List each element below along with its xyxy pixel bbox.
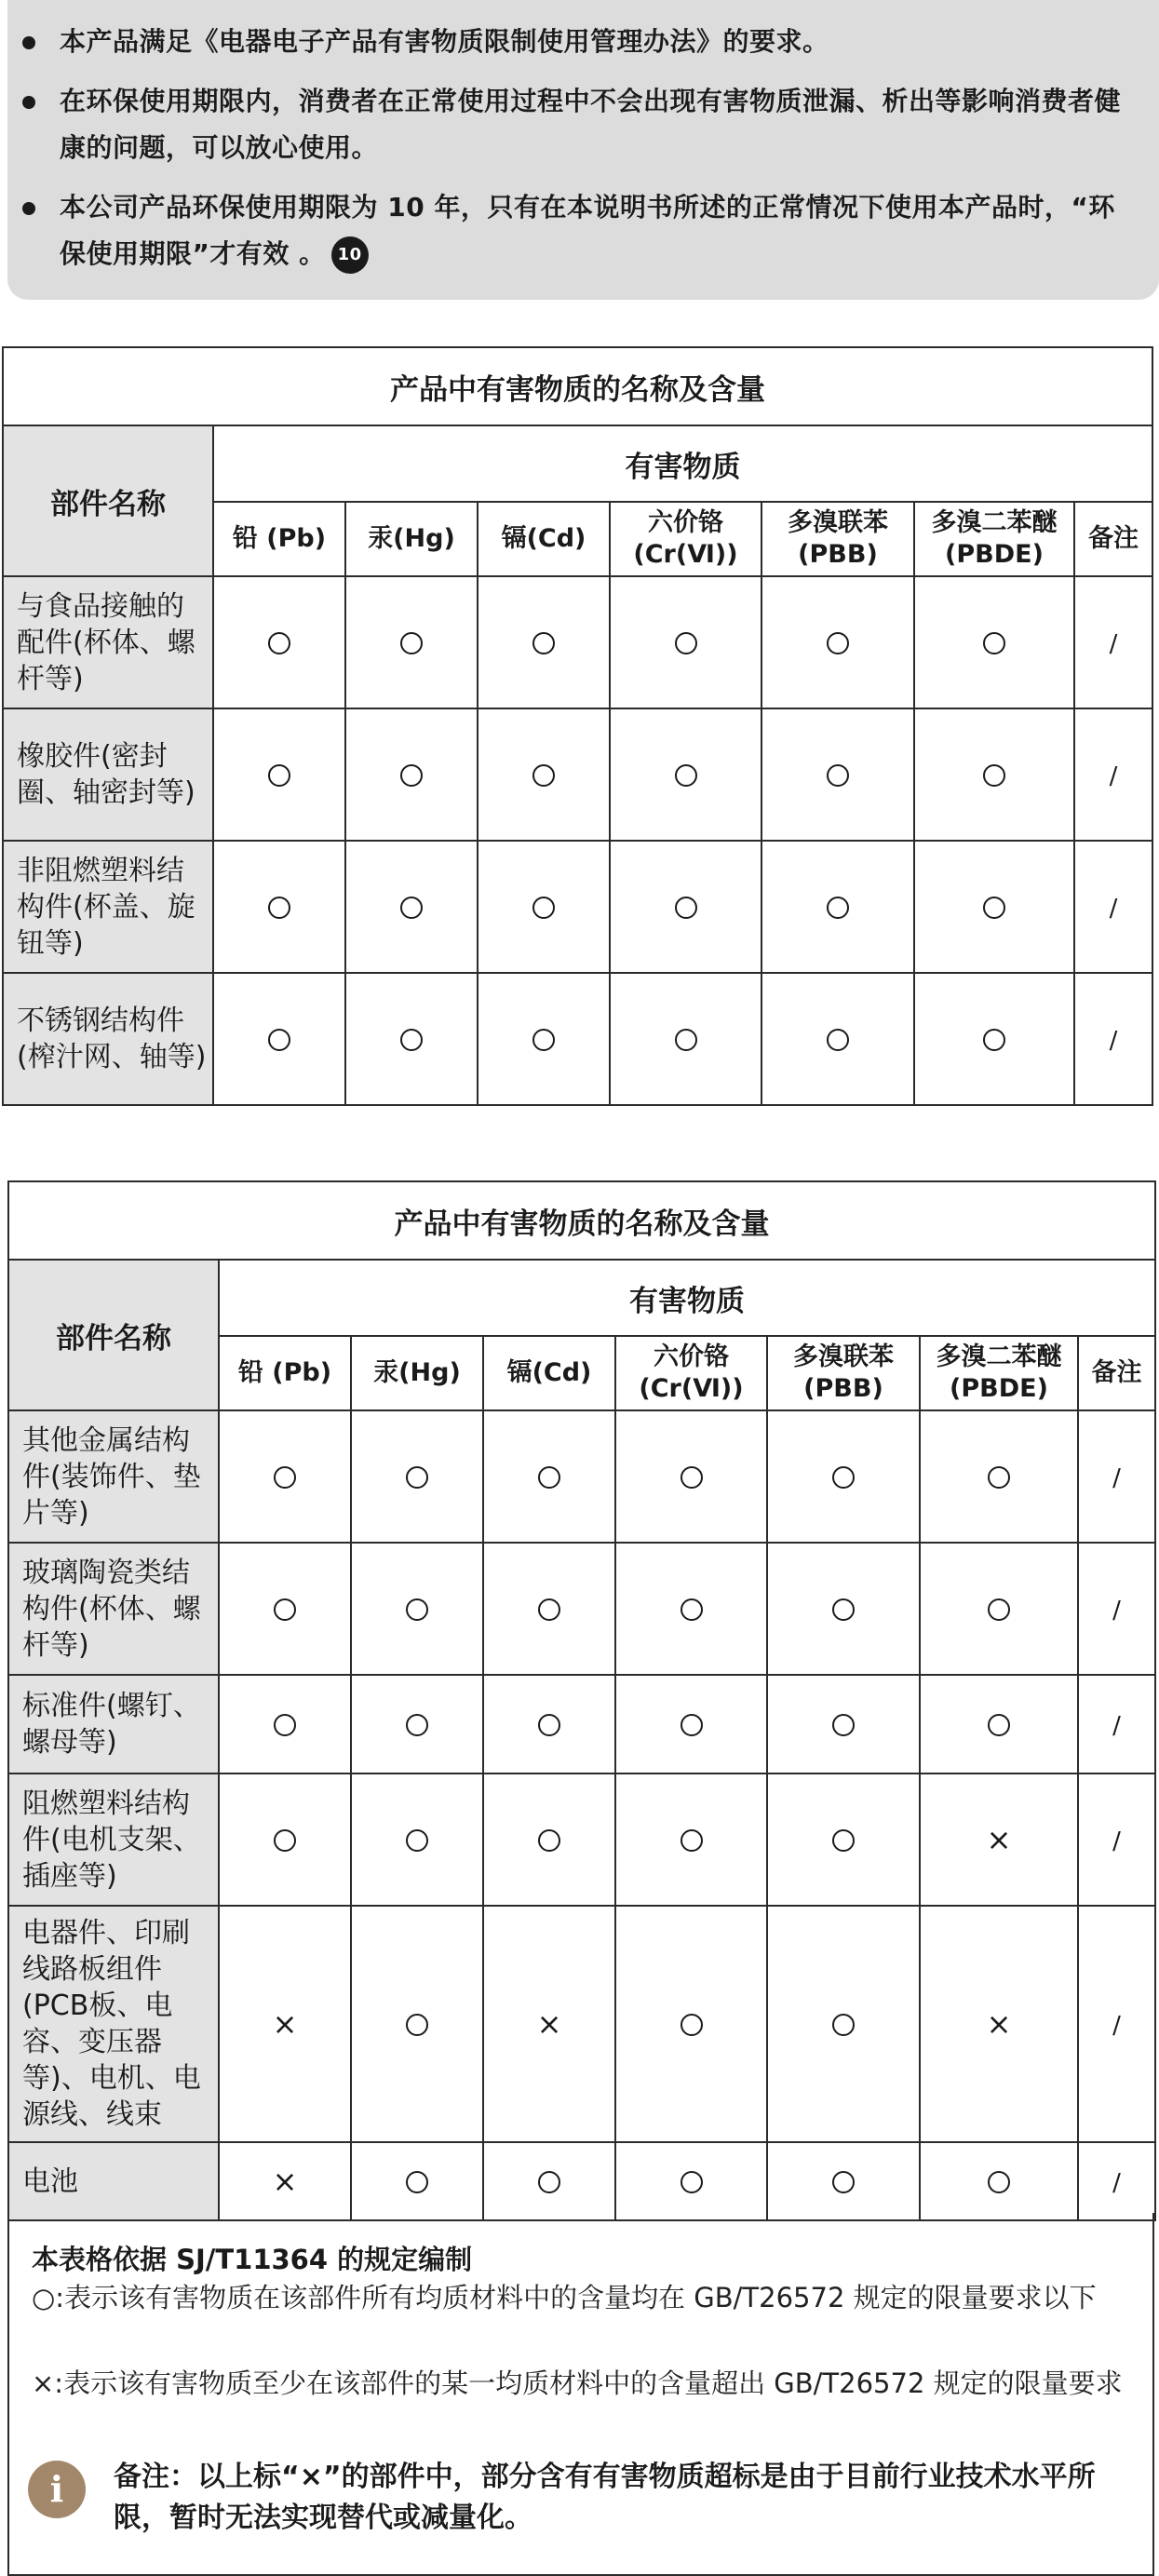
- compliant-circle-mark: [406, 1598, 428, 1621]
- column-header-sublabel: (Cr(Ⅵ)): [639, 1374, 744, 1403]
- compliant-circle-mark: [832, 2171, 855, 2193]
- remark-value: /: [1112, 1827, 1121, 1855]
- hazardous-substances-table-2: [7, 1180, 1156, 2221]
- substance-cell: [767, 1675, 920, 1774]
- compliant-circle-mark: [988, 1714, 1010, 1736]
- column-header: [615, 1336, 767, 1410]
- column-header-label: 镉(Cd): [501, 524, 586, 553]
- hazardous-substance-header: 有害物质: [213, 425, 1152, 502]
- substance-cell: [615, 1906, 767, 2142]
- compliant-circle-mark: [983, 897, 1005, 919]
- part-name-cell: 玻璃陶瓷类结构件(杯体、螺杆等): [8, 1543, 219, 1675]
- substance-cell: [483, 1774, 615, 1906]
- column-header: [478, 502, 610, 576]
- substance-cell: [610, 708, 761, 841]
- column-header: [610, 502, 761, 576]
- compliant-circle-mark: [675, 632, 697, 654]
- substance-cell: [483, 1675, 615, 1774]
- substance-cell: [767, 1543, 920, 1675]
- substance-cell: [1074, 708, 1152, 841]
- compliant-circle-mark: [274, 1466, 296, 1489]
- remark-value: /: [1112, 1463, 1121, 1492]
- substance-cell: [1078, 1906, 1155, 2142]
- note-text: [60, 184, 1131, 277]
- info-icon: i: [28, 2461, 86, 2518]
- column-header-label: 镉(Cd): [506, 1358, 592, 1387]
- compliant-circle-mark: [827, 632, 849, 654]
- column-header-label: 多溴联苯: [788, 508, 888, 537]
- compliant-circle-mark: [406, 2014, 428, 2036]
- substance-cell: [615, 2142, 767, 2220]
- part-name-cell: 阻燃塑料结构件(电机支架、插座等): [8, 1774, 219, 1906]
- substance-cell: [345, 576, 478, 708]
- exceeds-cross-mark: ×: [986, 1822, 1012, 1857]
- compliant-circle-mark: [827, 897, 849, 919]
- compliant-circle-mark: [538, 1714, 560, 1736]
- legend-cross-meaning: ×:表示该有害物质至少在该部件的某一均质材料中的含量超出 GB/T26572 规定的限量要求: [32, 2367, 1123, 2399]
- part-name-cell: 电池: [8, 2142, 219, 2220]
- substance-cell: [219, 1410, 351, 1543]
- environmental-protection-period-icon: 10: [331, 236, 369, 274]
- substance-cell: [920, 1543, 1078, 1675]
- column-header: [351, 1336, 483, 1410]
- substance-cell: [483, 1410, 615, 1543]
- note-item: [7, 184, 1131, 281]
- table-row: [8, 1543, 1155, 1675]
- column-header: [213, 502, 345, 576]
- compliant-circle-mark: [832, 2014, 855, 2036]
- column-header: [219, 1336, 351, 1410]
- compliant-circle-mark: [681, 2014, 703, 2036]
- compliant-circle-mark: [675, 764, 697, 787]
- part-name-cell: 橡胶件(密封圈、轴密封等): [3, 708, 213, 841]
- remark-value: /: [1112, 2011, 1121, 2040]
- table-row: [8, 1906, 1155, 2142]
- substance-cell: [920, 1675, 1078, 1774]
- substance-cell: [610, 973, 761, 1105]
- standard-basis-title: 本表格依据 SJ/T11364 的规定编制: [32, 2244, 473, 2275]
- compliant-circle-mark: [832, 1466, 855, 1489]
- compliant-circle-mark: [988, 1598, 1010, 1621]
- substance-cell: [219, 1543, 351, 1675]
- remark-value: /: [1112, 1596, 1121, 1625]
- table-title: 产品中有害物质的名称及含量: [8, 1181, 1155, 1260]
- remark-value: /: [1109, 762, 1118, 790]
- compliant-circle-mark: [268, 1029, 290, 1051]
- column-header-sublabel: (PBDE): [945, 540, 1044, 569]
- compliant-circle-mark: [532, 764, 555, 787]
- part-name-cell: 与食品接触的配件(杯体、螺杆等): [3, 576, 213, 708]
- remark-value: /: [1109, 1026, 1118, 1055]
- compliant-circle-mark: [538, 1829, 560, 1852]
- legend-section: [7, 2213, 1154, 2576]
- substance-cell: [345, 841, 478, 973]
- exceeds-cross-mark: ×: [272, 2164, 298, 2199]
- substance-cell: [345, 708, 478, 841]
- substance-cell: [920, 1410, 1078, 1543]
- column-header-label: 多溴二苯醚: [931, 508, 1058, 537]
- substance-cell: [351, 1774, 483, 1906]
- substance-cell: [213, 973, 345, 1105]
- hazardous-substance-header: 有害物质: [219, 1260, 1155, 1336]
- table-row: [8, 1675, 1155, 1774]
- substance-cell: [351, 2142, 483, 2220]
- compliant-circle-mark: [983, 1029, 1005, 1051]
- compliant-circle-mark: [983, 764, 1005, 787]
- substance-cell: [767, 1906, 920, 2142]
- column-header: [345, 502, 478, 576]
- column-header: [1078, 1336, 1155, 1410]
- substance-cell: [219, 1906, 351, 2142]
- compliant-circle-mark: [268, 764, 290, 787]
- table-title: 产品中有害物质的名称及含量: [3, 347, 1152, 425]
- substance-cell: [483, 1906, 615, 2142]
- compliant-circle-mark: [274, 1598, 296, 1621]
- substance-cell: [767, 1410, 920, 1543]
- compliant-circle-mark: [532, 1029, 555, 1051]
- column-header: [767, 1336, 920, 1410]
- compliant-circle-mark: [832, 1598, 855, 1621]
- compliant-circle-mark: [681, 2171, 703, 2193]
- bullet-icon: [22, 36, 35, 49]
- column-header: [920, 1336, 1078, 1410]
- column-header-label: 铅 (Pb): [232, 524, 327, 553]
- substance-cell: [478, 708, 610, 841]
- substance-cell: [351, 1410, 483, 1543]
- column-header-label: 多溴二苯醚: [936, 1342, 1062, 1371]
- column-header-label: 六价铬: [648, 508, 723, 537]
- remark-value: /: [1112, 2168, 1121, 2197]
- hazardous-substances-table-1: [2, 346, 1153, 1106]
- substance-cell: [1078, 1774, 1155, 1906]
- substance-cell: [1074, 841, 1152, 973]
- column-header-label: 汞(Hg): [373, 1358, 461, 1387]
- compliant-circle-mark: [675, 897, 697, 919]
- substance-cell: [219, 1675, 351, 1774]
- substance-cell: [920, 2142, 1078, 2220]
- exceeds-cross-mark: ×: [536, 2006, 562, 2042]
- column-header-label: 铅 (Pb): [237, 1358, 332, 1387]
- substance-cell: [213, 841, 345, 973]
- column-header-label: 备注: [1088, 524, 1139, 553]
- column-header: [1074, 502, 1152, 576]
- exceeds-cross-mark: ×: [986, 2006, 1012, 2042]
- compliant-circle-mark: [400, 632, 423, 654]
- note-item: [7, 78, 1131, 175]
- column-header-sublabel: (PBB): [798, 540, 878, 569]
- compliant-circle-mark: [681, 1829, 703, 1852]
- note-text-body: 本公司产品环保使用期限为 10 年，只有在本说明书所述的正常情况下使用本产品时，“环保使用期限”才有效 。: [60, 192, 1115, 269]
- substance-cell: [914, 708, 1074, 841]
- part-name-cell: 电器件、印刷线路板组件(PCB板、电容、变压器等)、电机、电源线、线束: [8, 1906, 219, 2142]
- note-item: [7, 19, 1131, 67]
- compliant-circle-mark: [675, 1029, 697, 1051]
- substance-cell: [1078, 2142, 1155, 2220]
- substance-cell: [1074, 973, 1152, 1105]
- compliant-circle-mark: [538, 1598, 560, 1621]
- substance-cell: [914, 841, 1074, 973]
- table-row: [3, 708, 1152, 841]
- column-header-label: 备注: [1091, 1358, 1142, 1387]
- compliant-circle-mark: [406, 1466, 428, 1489]
- compliant-circle-mark: [274, 1714, 296, 1736]
- compliant-circle-mark: [681, 1598, 703, 1621]
- substance-cell: [1078, 1410, 1155, 1543]
- column-header-sublabel: (Cr(Ⅵ)): [633, 540, 738, 569]
- bullet-icon: [22, 96, 35, 109]
- column-header: [914, 502, 1074, 576]
- substance-cell: [1074, 576, 1152, 708]
- compliant-circle-mark: [681, 1466, 703, 1489]
- part-name-header: 部件名称: [8, 1260, 219, 1410]
- substance-cell: [483, 2142, 615, 2220]
- column-header: [483, 1336, 615, 1410]
- remark-value: /: [1109, 894, 1118, 923]
- compliant-circle-mark: [832, 1829, 855, 1852]
- note-text: 在环保使用期限内，消费者在正常使用过程中不会出现有害物质泄漏、析出等影响消费者健康的问题，可以放心使用。: [60, 86, 1122, 163]
- table-row: [8, 1410, 1155, 1543]
- compliant-circle-mark: [400, 764, 423, 787]
- compliant-circle-mark: [406, 1714, 428, 1736]
- substance-cell: [478, 973, 610, 1105]
- substance-cell: [761, 841, 914, 973]
- substance-cell: [213, 708, 345, 841]
- table-row: [3, 841, 1152, 973]
- compliant-circle-mark: [406, 1829, 428, 1852]
- substance-cell: [767, 1774, 920, 1906]
- environmental-notes-box: [7, 0, 1159, 300]
- compliant-circle-mark: [538, 1466, 560, 1489]
- substance-cell: [914, 973, 1074, 1105]
- table-row: [8, 1774, 1155, 1906]
- compliant-circle-mark: [406, 2171, 428, 2193]
- compliant-circle-mark: [983, 632, 1005, 654]
- table-row: [3, 973, 1152, 1105]
- substance-cell: [920, 1906, 1078, 2142]
- remark-value: /: [1109, 629, 1118, 658]
- exceeds-cross-mark: ×: [272, 2006, 298, 2042]
- compliant-circle-mark: [827, 764, 849, 787]
- substance-cell: [478, 841, 610, 973]
- substance-cell: [483, 1543, 615, 1675]
- substance-cell: [351, 1675, 483, 1774]
- substance-cell: [478, 576, 610, 708]
- substance-cell: [761, 708, 914, 841]
- substance-cell: [1078, 1675, 1155, 1774]
- compliant-circle-mark: [400, 1029, 423, 1051]
- compliant-circle-mark: [532, 632, 555, 654]
- compliant-circle-mark: [832, 1714, 855, 1736]
- part-name-header: 部件名称: [3, 425, 213, 576]
- column-header-sublabel: (PBDE): [950, 1374, 1048, 1403]
- bullet-icon: [22, 202, 35, 215]
- note-text: 本产品满足《电器电子产品有害物质限制使用管理办法》的要求。: [60, 26, 829, 57]
- substance-cell: [219, 2142, 351, 2220]
- column-header-label: 多溴联苯: [793, 1342, 894, 1371]
- substance-cell: [610, 841, 761, 973]
- compliant-circle-mark: [988, 2171, 1010, 2193]
- part-name-cell: 标准件(螺钉、螺母等): [8, 1675, 219, 1774]
- compliant-circle-mark: [400, 897, 423, 919]
- compliant-circle-mark: [268, 897, 290, 919]
- substance-cell: [761, 973, 914, 1105]
- substance-cell: [615, 1774, 767, 1906]
- column-header: [761, 502, 914, 576]
- compliant-circle-mark: [827, 1029, 849, 1051]
- compliant-circle-mark: [532, 897, 555, 919]
- compliant-circle-mark: [681, 1714, 703, 1736]
- table-row: [8, 2142, 1155, 2220]
- compliant-circle-mark: [268, 632, 290, 654]
- column-header-label: 汞(Hg): [368, 524, 455, 553]
- substance-cell: [767, 2142, 920, 2220]
- substance-cell: [761, 576, 914, 708]
- column-header-label: 六价铬: [654, 1342, 729, 1371]
- remark-block: [28, 2457, 1134, 2559]
- substance-cell: [610, 576, 761, 708]
- substance-cell: [213, 576, 345, 708]
- substance-cell: [219, 1774, 351, 1906]
- substance-cell: [615, 1675, 767, 1774]
- table-row: [3, 576, 1152, 708]
- substance-cell: [615, 1543, 767, 1675]
- legend-circle-meaning: ○:表示该有害物质在该部件所有均质材料中的含量均在 GB/T26572 规定的限量要求以下: [32, 2282, 1097, 2313]
- substance-cell: [1078, 1543, 1155, 1675]
- compliant-circle-mark: [274, 1829, 296, 1852]
- substance-cell: [615, 1410, 767, 1543]
- substance-cell: [920, 1774, 1078, 1906]
- part-name-cell: 非阻燃塑料结构件(杯盖、旋钮等): [3, 841, 213, 973]
- remark-text: 备注：以上标“×”的部件中，部分含有有害物质超标是由于目前行业技术水平所限，暂时无法实现替代或减量化。: [114, 2461, 1096, 2534]
- substance-cell: [351, 1543, 483, 1675]
- compliant-circle-mark: [988, 1466, 1010, 1489]
- compliant-circle-mark: [538, 2171, 560, 2193]
- part-name-cell: 其他金属结构件(装饰件、垫片等): [8, 1410, 219, 1543]
- substance-cell: [351, 1906, 483, 2142]
- part-name-cell: 不锈钢结构件(榨汁网、轴等): [3, 973, 213, 1105]
- remark-value: /: [1112, 1711, 1121, 1740]
- substance-cell: [345, 973, 478, 1105]
- substance-cell: [914, 576, 1074, 708]
- column-header-sublabel: (PBB): [803, 1374, 883, 1403]
